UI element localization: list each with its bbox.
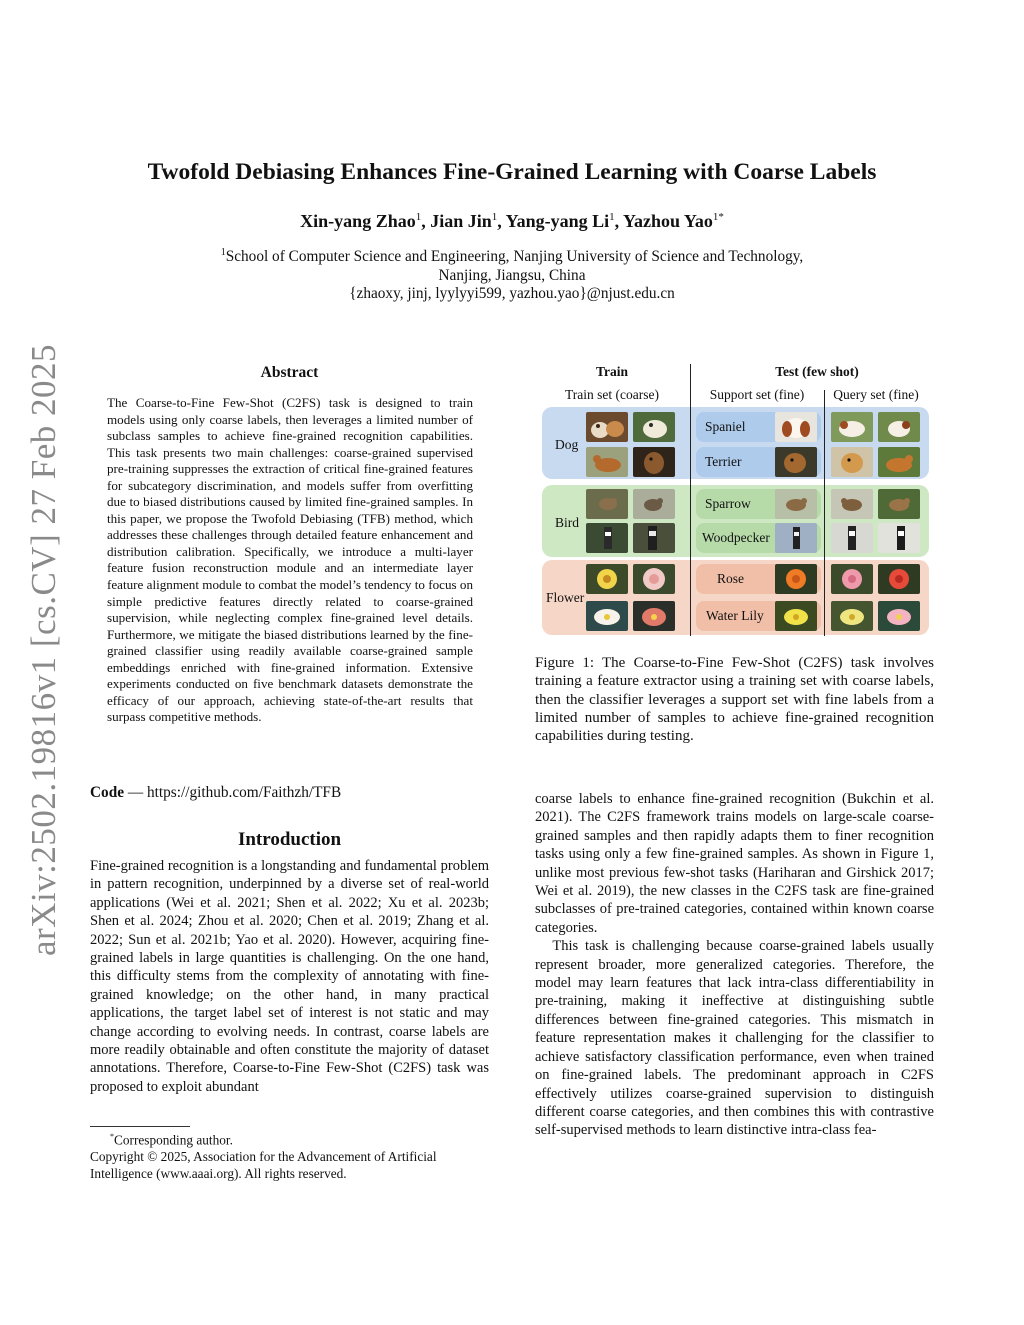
terrier-photo bbox=[775, 447, 817, 477]
flower-photo bbox=[586, 601, 628, 631]
terrier-photo bbox=[878, 447, 920, 477]
author-sup: 1 bbox=[415, 211, 422, 223]
paper-title: Twofold Debiasing Enhances Fine-Grained Learning with Coarse Labels bbox=[147, 159, 877, 185]
rose-photo bbox=[831, 564, 873, 594]
author-name: Xin-yang Zhao bbox=[300, 211, 416, 231]
fig-label-woodpecker: Woodpecker bbox=[702, 530, 770, 545]
bird-photo bbox=[586, 523, 628, 553]
bird-photo bbox=[633, 523, 675, 553]
bird-photo bbox=[633, 489, 675, 519]
author-sep: , bbox=[614, 211, 623, 231]
flower-photo bbox=[633, 601, 675, 631]
intro-paragraph-1: Fine-grained recognition is a longstanding and fundamental problem in pattern recognition, underpinned by a diverse set of real-world applications (Wei et al. 2021; Shen et al. 2022; Xu et al. 2023b; Shen et al. 2024; Zhou et al. 2020; Chen et al. 2019; Zhang et al. 2022; Sun et al. 2021b; Yao et al. 2020). However, acquiring fine-grained labels in large quantities is challenging. On the one hand, this difficulty stems from the complexity of annotating with fine-grained knowledge; on the other hand, in many practical applications, the target label set of interest is not static and may change according to evolving needs. In contrast, coarse labels are more readily obtainable and often constitute the majority of dataset annotations. Therefore, Coarse-to-Fine Few-Shot (C2FS) task was proposed to exploit abundant bbox=[90, 858, 489, 1095]
author-sep: , bbox=[421, 211, 431, 231]
author-sup: 1 bbox=[491, 211, 498, 223]
code-label: Code bbox=[90, 784, 124, 801]
author-name: Yang-yang Li bbox=[505, 211, 610, 231]
affil-emails: {zhaoxy, jinj, lyylyyi599, yazhou.yao}@njust.edu.cn bbox=[349, 285, 675, 303]
abstract-text: The Coarse-to-Fine Few-Shot (C2FS) task is designed to train models using only coarse labels, then leverages a limited number of subclass samples to achieve fine-grained recognition capabilities. This task presents two main challenges: coarse-grained supervised pre-training suppresses the extraction of critical fine-grained features for subcategory discrimination, and models suffer from overfitting due to biased distributions caused by limited fine-grained samples. In this paper, we propose the Twofold Debiasing (TFB) method, which addresses these challenges through detailed feature enhancement and distribution calibration. Specifically, we introduce a multi-layer feature fusion reconstruction module and an intermediate layer feature alignment module to combat the model’s tendency to focus on simple predictive features directly related to coarse-grained supervision, while neglecting complex fine-grained level details. Furthermore, we mitigate the biased distributions learned by the fine-grained classifier using readily available coarse-grained sample embeddings enriched with fine-grained information. Extensive experiments conducted on five benchmark datasets demonstrate the efficacy of our approach, achieving state-of-the-art results that surpass competitive methods. bbox=[107, 395, 473, 725]
fig-train-set-label: Train set (coarse) bbox=[565, 387, 659, 402]
rose-photo bbox=[878, 564, 920, 594]
fig-label-rose: Rose bbox=[717, 571, 744, 586]
spaniel-photo bbox=[775, 412, 817, 442]
author-sep: , bbox=[497, 211, 506, 231]
footnote-copyright: Copyright © 2025, Association for the Advancement of Artificial Intelligence (www.aaai.org). All rights reserved. bbox=[90, 1149, 437, 1181]
dog-photo bbox=[633, 412, 675, 442]
author-name: Jian Jin bbox=[430, 211, 492, 231]
author-list bbox=[0, 211, 1024, 232]
fig-support-set-label: Support set (fine) bbox=[709, 387, 805, 402]
water-lily-photo bbox=[831, 601, 873, 631]
author-sup: 1* bbox=[712, 211, 724, 223]
affil-sup: 1 bbox=[220, 247, 226, 258]
woodpecker-photo bbox=[878, 523, 920, 553]
fig-train-heading: Train bbox=[595, 364, 628, 379]
intro-paragraph-3: This task is challenging because coarse-grained labels usually represent broader, more generalized categories. Therefore, the model may learn features that lack intra-class differentiability in pre-training, making it ineffective at distinguishing subtle differences between fine-grained categories. This mismatch in feature representation makes it challenging for the classifier to achieve satisfactory classification performance, even when trained on fine-grained labels. The predominant approach in C2FS effectively utilizes coarse-grained supervision to distinguish different coarse categories, and then combines this with contrastive self-supervised methods to learn distinctive intra-class fea- bbox=[535, 938, 934, 1139]
dog-photo bbox=[586, 412, 628, 442]
fig-label-flower: Flower bbox=[546, 590, 585, 605]
flower-photo bbox=[633, 564, 675, 594]
fig-query-set-label: Query set (fine) bbox=[833, 387, 919, 402]
fig-support-query-divider bbox=[824, 390, 825, 636]
spaniel-photo bbox=[878, 412, 920, 442]
dog-photo bbox=[633, 447, 675, 477]
intro-paragraph-2: coarse labels to enhance fine-grained recognition (Bukchin et al. 2021). The C2FS framework trains models on large-scale coarse-grained samples and then rapidly adapts them to finer recognition tasks using only a few fine-grained samples. As shown in Figure 1, unlike most previous few-shot tasks (Hariharan and Girshick 2017; Wei et al. 2019), the new classes in the C2FS task are fine-grained subclasses of pre-trained categories, contained within known coarse categories. bbox=[535, 791, 934, 936]
sparrow-photo bbox=[878, 489, 920, 519]
intro-heading: Introduction bbox=[237, 829, 342, 850]
intro-right-column bbox=[535, 790, 934, 1140]
affiliation bbox=[0, 244, 1024, 304]
abstract-heading: Abstract bbox=[260, 364, 319, 381]
affil-line-2: Nanjing, Jiangsu, China bbox=[438, 266, 586, 284]
fig-label-water-lily: Water Lily bbox=[706, 608, 764, 623]
woodpecker-photo bbox=[775, 523, 817, 553]
figure-1 bbox=[535, 362, 934, 640]
spaniel-photo bbox=[831, 412, 873, 442]
code-sep: — bbox=[124, 784, 147, 801]
affil-line-1: School of Computer Science and Engineering, Nanjing University of Science and Technology, bbox=[225, 248, 804, 266]
terrier-photo bbox=[831, 447, 873, 477]
fig-test-heading: Test (few shot) bbox=[775, 364, 859, 379]
flower-photo bbox=[586, 564, 628, 594]
intro-left-column bbox=[90, 857, 489, 1096]
fig-label-dog: Dog bbox=[555, 437, 579, 452]
bird-photo bbox=[586, 489, 628, 519]
water-lily-photo bbox=[775, 601, 817, 631]
author-sup: 1 bbox=[609, 211, 615, 223]
woodpecker-photo bbox=[831, 523, 873, 553]
author-name: Yazhou Yao bbox=[622, 211, 713, 231]
rose-photo bbox=[775, 564, 817, 594]
code-line bbox=[90, 784, 489, 802]
code-link[interactable]: https://github.com/Faithzh/TFB bbox=[146, 784, 342, 801]
sparrow-photo bbox=[831, 489, 873, 519]
fig-label-sparrow: Sparrow bbox=[705, 496, 751, 511]
figure-caption: Figure 1: The Coarse-to-Fine Few-Shot (C2FS) task involves training a feature extractor using a training set with coarse labels, then the classifier leverages a support set with fine labels from a limited number of samples to achieve fine-grained recognition capabilities during testing. bbox=[535, 655, 934, 745]
fig-label-bird: Bird bbox=[555, 515, 580, 530]
fig-train-test-divider bbox=[690, 364, 691, 636]
footnote-corresponding: Corresponding author. bbox=[114, 1132, 233, 1148]
dog-photo bbox=[586, 447, 628, 477]
footnote bbox=[90, 1129, 489, 1182]
sparrow-photo bbox=[775, 489, 817, 519]
footnote-mark: * bbox=[110, 1132, 114, 1141]
fig-label-spaniel: Spaniel bbox=[705, 419, 746, 434]
water-lily-photo bbox=[878, 601, 920, 631]
footnote-rule bbox=[90, 1126, 190, 1127]
fig-label-terrier: Terrier bbox=[705, 454, 742, 469]
arxiv-stamp: arXiv:2502.19816v1 [cs.CV] 27 Feb 2025 bbox=[24, 343, 63, 957]
